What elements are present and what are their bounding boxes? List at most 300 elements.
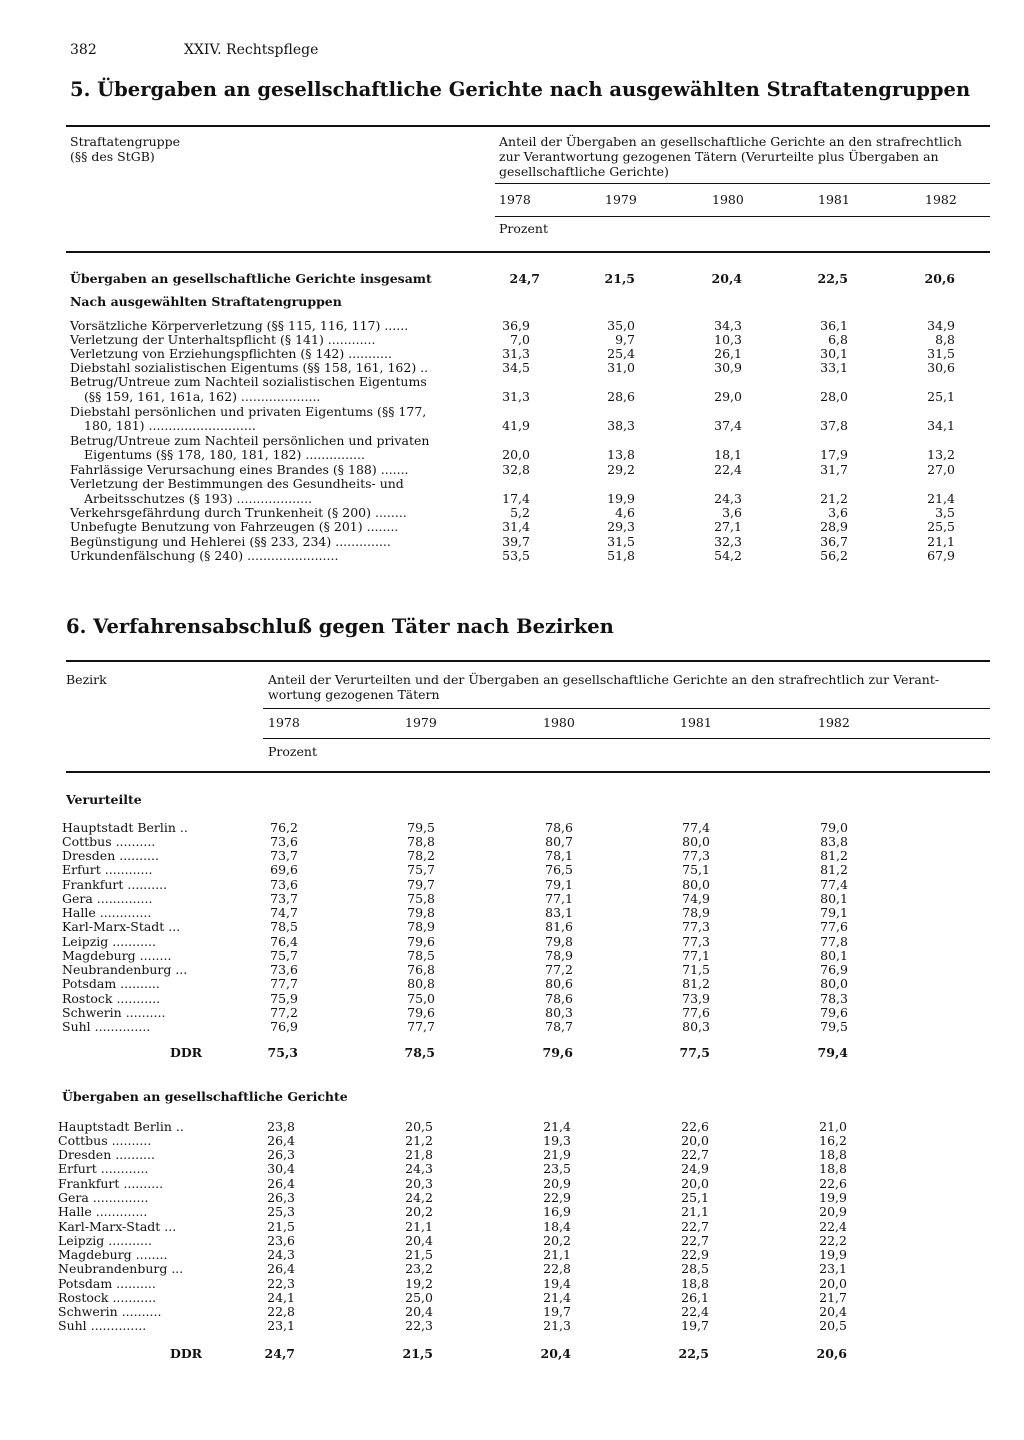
table6-cell: 20,9 <box>819 1204 847 1219</box>
table6-cell: 79,6 <box>820 1005 848 1020</box>
table6-cell: 81,2 <box>820 862 848 877</box>
table5-header-rule <box>495 183 990 184</box>
table5-row-label: Eigentums (§§ 178, 180, 181, 182) ............... <box>84 447 365 462</box>
table5-cell: 3,5 <box>935 505 955 520</box>
table6-cell: 79,5 <box>407 820 435 835</box>
table5-cell: 25,4 <box>607 346 635 361</box>
table5-body-rule <box>66 251 990 253</box>
table6-cell: 25,0 <box>405 1290 433 1305</box>
table6-cell: 76,9 <box>270 1019 298 1034</box>
table6-cell: 23,6 <box>267 1233 295 1248</box>
table5-cell: 17,4 <box>502 491 530 506</box>
table5-cell: 20,0 <box>502 447 530 462</box>
table6-cell: 20,4 <box>819 1304 847 1319</box>
table6-cell: 21,1 <box>405 1219 433 1234</box>
table5-cell: 34,1 <box>927 418 955 433</box>
table6-cell: 80,6 <box>545 976 573 991</box>
table5-cell: 6,8 <box>828 332 848 347</box>
table6-cell: 18,8 <box>681 1276 709 1291</box>
table5-cell: 28,0 <box>820 389 848 404</box>
table6-cell: 19,7 <box>543 1304 571 1319</box>
table6-cell: 20,0 <box>681 1133 709 1148</box>
table6-cell: 78,5 <box>270 919 298 934</box>
table5-cell: 36,9 <box>502 318 530 333</box>
table6-cell: 19,4 <box>543 1276 571 1291</box>
table6-cell: 77,2 <box>545 962 573 977</box>
table6-cell: 23,5 <box>543 1161 571 1176</box>
table6-cell: 18,8 <box>819 1161 847 1176</box>
table5-cell: 41,9 <box>502 418 530 433</box>
table5-cell: 36,1 <box>820 318 848 333</box>
table6-row-label: Erfurt ............ <box>58 1161 149 1176</box>
table6-cell: 80,0 <box>820 976 848 991</box>
table5-row-label: Unbefugte Benutzung von Fahrzeugen (§ 201) ........ <box>70 519 399 534</box>
table6-cell: 19,3 <box>543 1133 571 1148</box>
table6-cell: 79,1 <box>820 905 848 920</box>
table5-cell: 34,9 <box>927 318 955 333</box>
table5-cell: 36,7 <box>820 534 848 549</box>
table6-row-label: Leipzig ........... <box>58 1233 152 1248</box>
table6-cell: 77,8 <box>820 934 848 949</box>
table5-cell: 8,8 <box>935 332 955 347</box>
table6-cell: 18,4 <box>543 1219 571 1234</box>
table6-cell: 23,2 <box>405 1261 433 1276</box>
table5-cell: 30,6 <box>927 360 955 375</box>
table6-cell: 22,2 <box>819 1233 847 1248</box>
table6-cell: 75,8 <box>407 891 435 906</box>
table6-cell: 21,0 <box>819 1119 847 1134</box>
table6-cell: 74,7 <box>270 905 298 920</box>
chapter-title: XXIV. Rechtspflege <box>184 42 319 58</box>
table5-cell: 32,8 <box>502 462 530 477</box>
table5-cell: 9,7 <box>615 332 635 347</box>
table6-cell: 79,8 <box>545 934 573 949</box>
table6-row-label: Neubrandenburg ... <box>58 1261 184 1276</box>
table6-total-value: 75,3 <box>267 1045 298 1060</box>
table5-cell: 13,2 <box>927 447 955 462</box>
table6-row-label: Karl-Marx-Stadt ... <box>62 919 181 934</box>
table6-cell: 20,5 <box>405 1119 433 1134</box>
table6-total-value: 79,4 <box>817 1045 848 1060</box>
table6-row-label: Leipzig ........... <box>62 934 156 949</box>
table6-cell: 22,8 <box>543 1261 571 1276</box>
table6-cell: 81,2 <box>820 848 848 863</box>
table5-cell: 27,1 <box>714 519 742 534</box>
table6-total-label: DDR <box>170 1346 203 1361</box>
table6-cell: 79,1 <box>545 877 573 892</box>
table6-cell: 26,4 <box>267 1261 295 1276</box>
table6-cell: 25,1 <box>681 1190 709 1205</box>
table6-year-1982: 1982 <box>818 715 850 730</box>
table6-cell: 78,6 <box>545 820 573 835</box>
table6-measure-line1: Anteil der Verurteilten und der Übergaben an gesellschaftliche Gerichte an den strafrechtlich zur Verant- <box>268 672 940 687</box>
table6-cell: 71,5 <box>682 962 710 977</box>
table6-cell: 20,4 <box>405 1304 433 1319</box>
table5-section-heading: Nach ausgewählten Straftatengruppen <box>70 294 342 309</box>
table6-cell: 78,9 <box>682 905 710 920</box>
table5-cell: 24,3 <box>714 491 742 506</box>
table5-row-label: Begünstigung und Hehlerei (§§ 233, 234) .............. <box>70 534 391 549</box>
table5-cell: 53,5 <box>502 548 530 563</box>
table5-cell: 38,3 <box>607 418 635 433</box>
table5-cell: 18,1 <box>714 447 742 462</box>
table6-total-value: 78,5 <box>404 1045 435 1060</box>
table5-cell: 33,1 <box>820 360 848 375</box>
table5-year-1981: 1981 <box>818 192 850 207</box>
table5-row-label: Diebstahl sozialistischen Eigentums (§§ 158, 161, 162) .. <box>70 360 429 375</box>
table5-total-label: Übergaben an gesellschaftliche Gerichte insgesamt <box>70 271 432 286</box>
table6-cell: 79,5 <box>820 1019 848 1034</box>
table6-cell: 78,1 <box>545 848 573 863</box>
table6-cell: 24,9 <box>681 1161 709 1176</box>
table6-cell: 20,5 <box>819 1318 847 1333</box>
table6-cell: 79,7 <box>407 877 435 892</box>
table6-cell: 73,6 <box>270 962 298 977</box>
table6-cell: 26,3 <box>267 1190 295 1205</box>
table6-cell: 24,3 <box>405 1161 433 1176</box>
table5-cell: 28,9 <box>820 519 848 534</box>
table6-cell: 23,1 <box>267 1318 295 1333</box>
table5-year-1978: 1978 <box>499 192 531 207</box>
table6-cell: 81,6 <box>545 919 573 934</box>
table6-cell: 21,9 <box>543 1147 571 1162</box>
table5-cell: 17,9 <box>820 447 848 462</box>
table6-cell: 19,9 <box>819 1190 847 1205</box>
table5-cell: 26,1 <box>714 346 742 361</box>
table5-total-value: 24,7 <box>509 271 540 286</box>
table5-row-label: 180, 181) ........................... <box>84 418 256 433</box>
table6-cell: 75,1 <box>682 862 710 877</box>
table6-cell: 79,6 <box>407 1005 435 1020</box>
table6-row-label: Magdeburg ........ <box>62 948 172 963</box>
table6-cell: 77,6 <box>682 1005 710 1020</box>
table6-cell: 73,6 <box>270 834 298 849</box>
table6-cell: 80,0 <box>682 834 710 849</box>
table5-cell: 31,5 <box>927 346 955 361</box>
table6-row-label: Erfurt ............ <box>62 862 153 877</box>
table6-section-heading: Verurteilte <box>66 792 142 807</box>
table6-cell: 77,4 <box>682 820 710 835</box>
table5-row-label: Urkundenfälschung (§ 240) ....................... <box>70 548 339 563</box>
table6-cell: 78,2 <box>407 848 435 863</box>
table6-cell: 19,9 <box>819 1247 847 1262</box>
table6-row-label: Potsdam .......... <box>62 976 160 991</box>
page-number: 382 <box>70 42 97 58</box>
table5-cell: 13,8 <box>607 447 635 462</box>
table5-cell: 5,2 <box>510 505 530 520</box>
table6-cell: 78,8 <box>407 834 435 849</box>
table6-cell: 74,9 <box>682 891 710 906</box>
table6-cell: 80,0 <box>682 877 710 892</box>
table6-cell: 26,4 <box>267 1176 295 1191</box>
table6-cell: 79,6 <box>407 934 435 949</box>
table6-cell: 23,1 <box>819 1261 847 1276</box>
table6-row-label: Cottbus .......... <box>62 834 156 849</box>
table5-total-value: 20,4 <box>711 271 742 286</box>
table6-cell: 77,4 <box>820 877 848 892</box>
table6-cell: 75,9 <box>270 991 298 1006</box>
table6-total-value: 77,5 <box>679 1045 710 1060</box>
table5-cell: 22,4 <box>714 462 742 477</box>
table5-row-label: Diebstahl persönlichen und privaten Eigentums (§§ 177, <box>70 404 427 419</box>
table5-col-header-line2: (§§ des StGB) <box>70 149 155 164</box>
table6-cell: 77,7 <box>407 1019 435 1034</box>
table5-cell: 37,8 <box>820 418 848 433</box>
table6-cell: 83,1 <box>545 905 573 920</box>
table6-cell: 79,0 <box>820 820 848 835</box>
table5-cell: 31,3 <box>502 346 530 361</box>
table6-year-1978: 1978 <box>268 715 300 730</box>
table6-row-label: Schwerin .......... <box>58 1304 162 1319</box>
table6-cell: 21,2 <box>405 1133 433 1148</box>
table6-cell: 22,9 <box>681 1247 709 1262</box>
table5-year-rule <box>495 216 990 217</box>
table6-cell: 22,7 <box>681 1219 709 1234</box>
table6-total-value: 79,6 <box>542 1045 573 1060</box>
table6-cell: 19,7 <box>681 1318 709 1333</box>
table6-cell: 21,5 <box>405 1247 433 1262</box>
table6-cell: 21,5 <box>267 1219 295 1234</box>
table5-cell: 39,7 <box>502 534 530 549</box>
table6-cell: 80,7 <box>545 834 573 849</box>
table6-row-label: Magdeburg ........ <box>58 1247 168 1262</box>
table6-cell: 22,6 <box>819 1176 847 1191</box>
table5-row-label: Betrug/Untreue zum Nachteil persönlichen und privaten <box>70 433 430 448</box>
table5-cell: 25,5 <box>927 519 955 534</box>
table6-cell: 76,2 <box>270 820 298 835</box>
table6-cell: 26,3 <box>267 1147 295 1162</box>
table5-cell: 31,0 <box>607 360 635 375</box>
table5-cell: 29,3 <box>607 519 635 534</box>
table6-row-label: Cottbus .......... <box>58 1133 152 1148</box>
table5-cell: 30,9 <box>714 360 742 375</box>
table6-cell: 24,3 <box>267 1247 295 1262</box>
table5-cell: 10,3 <box>714 332 742 347</box>
table6-cell: 30,4 <box>267 1161 295 1176</box>
table6-row-label: Suhl .............. <box>62 1019 151 1034</box>
table6-cell: 73,7 <box>270 848 298 863</box>
table5-cell: 27,0 <box>927 462 955 477</box>
table6-total-value: 24,7 <box>264 1346 295 1361</box>
table5-cell: 32,3 <box>714 534 742 549</box>
table5-row-label: Verletzung der Unterhaltspflicht (§ 141) ............ <box>70 332 376 347</box>
table6-cell: 78,7 <box>545 1019 573 1034</box>
table5-cell: 29,0 <box>714 389 742 404</box>
table6-row-label: Karl-Marx-Stadt ... <box>58 1219 177 1234</box>
table6-cell: 20,4 <box>405 1233 433 1248</box>
table6-row-label: Halle ............. <box>58 1204 148 1219</box>
table6-cell: 20,0 <box>819 1276 847 1291</box>
table6-cell: 73,6 <box>270 877 298 892</box>
table6-cell: 22,8 <box>267 1304 295 1319</box>
table5-measure-line2: zur Verantwortung gezogenen Tätern (Verurteilte plus Übergaben an <box>499 149 939 164</box>
table5-cell: 28,6 <box>607 389 635 404</box>
table6-cell: 76,8 <box>407 962 435 977</box>
table5-measure-line3: gesellschaftliche Gerichte) <box>499 164 669 179</box>
table6-cell: 80,3 <box>682 1019 710 1034</box>
table5-row-label: (§§ 159, 161, 161a, 162) .................... <box>84 389 321 404</box>
table5-row-label: Vorsätzliche Körperverletzung (§§ 115, 116, 117) ...... <box>70 318 409 333</box>
table6-cell: 76,9 <box>820 962 848 977</box>
table6-cell: 77,1 <box>682 948 710 963</box>
table5-measure-line1: Anteil der Übergaben an gesellschaftliche Gerichte an den strafrechtlich <box>499 134 962 149</box>
table5-cell: 29,2 <box>607 462 635 477</box>
table6-row-label: Frankfurt .......... <box>58 1176 164 1191</box>
table5-cell: 51,8 <box>607 548 635 563</box>
table6-year-1980: 1980 <box>543 715 575 730</box>
table5-cell: 21,1 <box>927 534 955 549</box>
table6-cell: 24,1 <box>267 1290 295 1305</box>
table6-cell: 21,7 <box>819 1290 847 1305</box>
table6-cell: 22,3 <box>267 1276 295 1291</box>
table6-cell: 26,4 <box>267 1133 295 1148</box>
table5-cell: 35,0 <box>607 318 635 333</box>
table5-total-value: 21,5 <box>604 271 635 286</box>
table6-cell: 75,7 <box>270 948 298 963</box>
table6-row-label: Gera .............. <box>58 1190 149 1205</box>
table6-row-label: Potsdam .......... <box>58 1276 156 1291</box>
table6-row-label: Gera .............. <box>62 891 153 906</box>
table6-section-heading: Übergaben an gesellschaftliche Gerichte <box>62 1089 348 1104</box>
table5-row-label: Verletzung der Bestimmungen des Gesundheits- und <box>70 476 404 491</box>
table5-row-label: Verkehrsgefährdung durch Trunkenheit (§ 200) ........ <box>70 505 407 520</box>
table5-total-value: 20,6 <box>924 271 955 286</box>
table5-title: 5. Übergaben an gesellschaftliche Gerichte nach ausgewählten Straftatengruppen <box>70 78 971 101</box>
table6-top-rule <box>66 660 990 662</box>
table6-cell: 21,4 <box>543 1290 571 1305</box>
table5-cell: 21,2 <box>820 491 848 506</box>
table6-cell: 26,1 <box>681 1290 709 1305</box>
table5-cell: 25,1 <box>927 389 955 404</box>
table6-total-value: 20,4 <box>540 1346 571 1361</box>
table6-cell: 21,1 <box>681 1204 709 1219</box>
table6-cell: 78,6 <box>545 991 573 1006</box>
table5-year-1982: 1982 <box>925 192 957 207</box>
table6-row-label: Rostock ........... <box>62 991 161 1006</box>
table6-row-label: Halle ............. <box>62 905 152 920</box>
table5-cell: 30,1 <box>820 346 848 361</box>
table5-cell: 4,6 <box>615 505 635 520</box>
table6-cell: 23,8 <box>267 1119 295 1134</box>
table5-cell: 67,9 <box>927 548 955 563</box>
table6-cell: 20,9 <box>543 1176 571 1191</box>
table6-body-rule <box>66 771 990 773</box>
table6-cell: 73,9 <box>682 991 710 1006</box>
table6-row-label: Frankfurt .......... <box>62 877 168 892</box>
table6-cell: 22,4 <box>819 1219 847 1234</box>
table6-cell: 22,7 <box>681 1233 709 1248</box>
table5-cell: 34,5 <box>502 360 530 375</box>
table6-row-label: Schwerin .......... <box>62 1005 166 1020</box>
table5-cell: 34,3 <box>714 318 742 333</box>
table6-title: 6. Verfahrensabschluß gegen Täter nach Bezirken <box>66 615 614 638</box>
table5-total-value: 22,5 <box>817 271 848 286</box>
table6-cell: 77,3 <box>682 848 710 863</box>
table6-cell: 22,6 <box>681 1119 709 1134</box>
table6-cell: 69,6 <box>270 862 298 877</box>
table6-cell: 75,7 <box>407 862 435 877</box>
table5-cell: 31,7 <box>820 462 848 477</box>
table6-row-label: Suhl .............. <box>58 1318 147 1333</box>
table5-unit: Prozent <box>499 221 548 236</box>
table6-cell: 76,4 <box>270 934 298 949</box>
table6-cell: 21,1 <box>543 1247 571 1262</box>
table6-cell: 16,9 <box>543 1204 571 1219</box>
table6-header-rule <box>263 708 990 709</box>
table5-cell: 37,4 <box>714 418 742 433</box>
table6-cell: 22,9 <box>543 1190 571 1205</box>
table6-cell: 77,1 <box>545 891 573 906</box>
table5-col-header-line1: Straftatengruppe <box>70 134 181 149</box>
table6-cell: 78,5 <box>407 948 435 963</box>
table6-cell: 18,8 <box>819 1147 847 1162</box>
table5-year-1980: 1980 <box>712 192 744 207</box>
table6-cell: 80,1 <box>820 948 848 963</box>
table6-cell: 78,9 <box>407 919 435 934</box>
table6-cell: 77,7 <box>270 976 298 991</box>
table5-cell: 3,6 <box>828 505 848 520</box>
table6-cell: 22,3 <box>405 1318 433 1333</box>
table6-cell: 20,3 <box>405 1176 433 1191</box>
table6-row-label: Neubrandenburg ... <box>62 962 188 977</box>
table6-cell: 22,7 <box>681 1147 709 1162</box>
table5-cell: 21,4 <box>927 491 955 506</box>
table6-cell: 25,3 <box>267 1204 295 1219</box>
table6-cell: 20,2 <box>405 1204 433 1219</box>
table5-row-label: Betrug/Untreue zum Nachteil sozialistischen Eigentums <box>70 374 427 389</box>
table6-total-label: DDR <box>170 1045 203 1060</box>
table6-year-rule <box>263 738 990 739</box>
table5-top-rule <box>66 125 990 127</box>
table6-total-value: 22,5 <box>678 1346 709 1361</box>
table6-cell: 75,0 <box>407 991 435 1006</box>
table6-cell: 83,8 <box>820 834 848 849</box>
table6-cell: 76,5 <box>545 862 573 877</box>
table5-cell: 3,6 <box>722 505 742 520</box>
table6-cell: 28,5 <box>681 1261 709 1276</box>
table5-cell: 31,3 <box>502 389 530 404</box>
table6-row-label: Hauptstadt Berlin .. <box>62 820 188 835</box>
table6-row-label: Dresden .......... <box>58 1147 155 1162</box>
table6-cell: 80,3 <box>545 1005 573 1020</box>
table6-cell: 78,9 <box>545 948 573 963</box>
table6-cell: 80,1 <box>820 891 848 906</box>
table6-year-1981: 1981 <box>680 715 712 730</box>
table6-cell: 24,2 <box>405 1190 433 1205</box>
table6-cell: 21,3 <box>543 1318 571 1333</box>
table6-cell: 21,8 <box>405 1147 433 1162</box>
table6-measure-line2: wortung gezogenen Tätern <box>268 687 440 702</box>
table6-row-label: Dresden .......... <box>62 848 159 863</box>
table5-cell: 31,4 <box>502 519 530 534</box>
table6-cell: 20,0 <box>681 1176 709 1191</box>
table6-total-value: 20,6 <box>816 1346 847 1361</box>
table6-cell: 16,2 <box>819 1133 847 1148</box>
table5-year-1979: 1979 <box>605 192 637 207</box>
table6-cell: 77,2 <box>270 1005 298 1020</box>
table6-row-label: Rostock ........... <box>58 1290 157 1305</box>
table6-cell: 78,3 <box>820 991 848 1006</box>
table5-row-label: Fahrlässige Verursachung eines Brandes (§ 188) ....... <box>70 462 409 477</box>
table6-cell: 22,4 <box>681 1304 709 1319</box>
table6-cell: 77,3 <box>682 934 710 949</box>
table6-cell: 77,3 <box>682 919 710 934</box>
table6-cell: 20,2 <box>543 1233 571 1248</box>
table5-cell: 31,5 <box>607 534 635 549</box>
table6-row-label: Hauptstadt Berlin .. <box>58 1119 184 1134</box>
table6-cell: 19,2 <box>405 1276 433 1291</box>
table6-cell: 81,2 <box>682 976 710 991</box>
